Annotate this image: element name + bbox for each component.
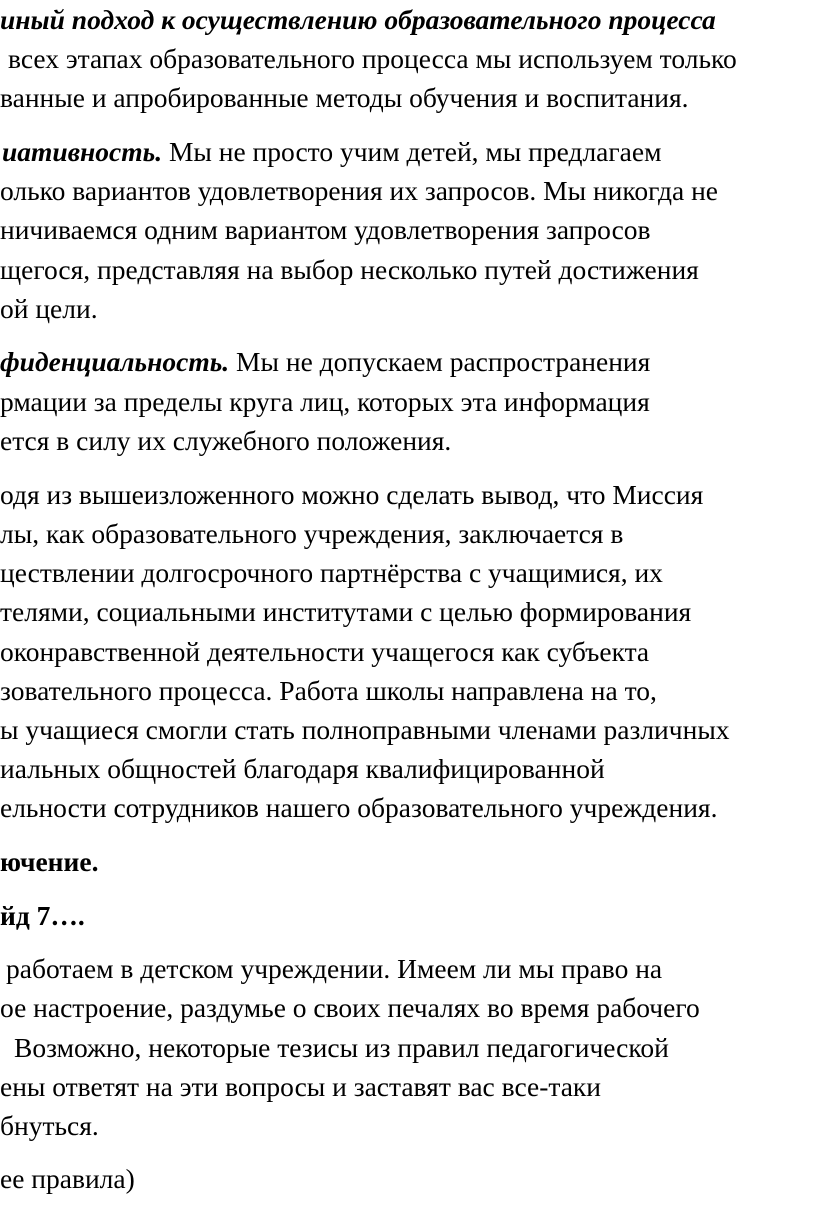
text-line: ничиваемся одним вариантом удовлетворения запросов xyxy=(0,214,651,245)
text-line: олько вариантов удовлетворения их запросов. Мы никогда не xyxy=(0,175,719,206)
conclusion-heading: ючение. xyxy=(0,846,99,877)
text-span: Мы не допускаем распространения xyxy=(229,346,651,377)
text-line: всех этапах образовательного процесса мы используем только xyxy=(8,43,737,74)
closing-line: ее правила) xyxy=(0,1163,135,1194)
text-line: лы, как образовательного учреждения, заключается в xyxy=(0,518,624,549)
text-line: Возможно, некоторые тезисы из правил педагогической xyxy=(14,1032,669,1063)
text-line: ется в силу их служебного положения. xyxy=(0,425,452,456)
text-line: бнуться. xyxy=(0,1110,99,1141)
text-line: зовательного процесса. Работа школы направлена на то, xyxy=(0,675,657,706)
text-line: ванные и апробированные методы обучения и воспитания. xyxy=(0,82,689,113)
text-line: ы учащиеся смогли стать полноправными членами различных xyxy=(0,714,730,745)
text-span: Мы не просто учим детей, мы предлагаем xyxy=(162,136,662,167)
text-line: работаем в детском учреждении. Имеем ли мы право на xyxy=(6,953,663,984)
text-line: ельности сотрудников нашего образовательного учреждения. xyxy=(0,792,718,823)
text-line: телями, социальными институтами с целью формирования xyxy=(0,596,692,627)
paragraph-first-line xyxy=(2,138,661,166)
text-line: одя из вышеизложенного можно сделать вывод, что Миссия xyxy=(0,479,704,510)
paragraph-first-line xyxy=(0,348,650,376)
section-heading-approach: иный подход к осуществлению образовательного процесса xyxy=(0,4,716,35)
text-line: цествлении долгосрочного партнёрства с учащимися, их xyxy=(0,557,663,588)
text-line: ое настроение, раздумье о своих печалях во время рабочего xyxy=(0,992,700,1023)
text-line: ой цели. xyxy=(0,293,98,324)
text-line: оконравственной деятельности учащегося как субъекта xyxy=(0,636,650,667)
slide-heading: йд 7…. xyxy=(0,900,85,931)
term-confidentiality: фиденциальность. xyxy=(0,346,230,377)
text-line: ены ответят на эти вопросы и заставят вас все-таки xyxy=(0,1071,601,1102)
text-line: рмации за пределы круга лиц, которых эта информация xyxy=(0,386,650,417)
text-line: иальных общностей благодаря квалифицированной xyxy=(0,753,605,784)
text-line: щегося, представляя на выбор несколько путей достижения xyxy=(0,254,699,285)
term-initiative: иативность. xyxy=(2,136,163,167)
